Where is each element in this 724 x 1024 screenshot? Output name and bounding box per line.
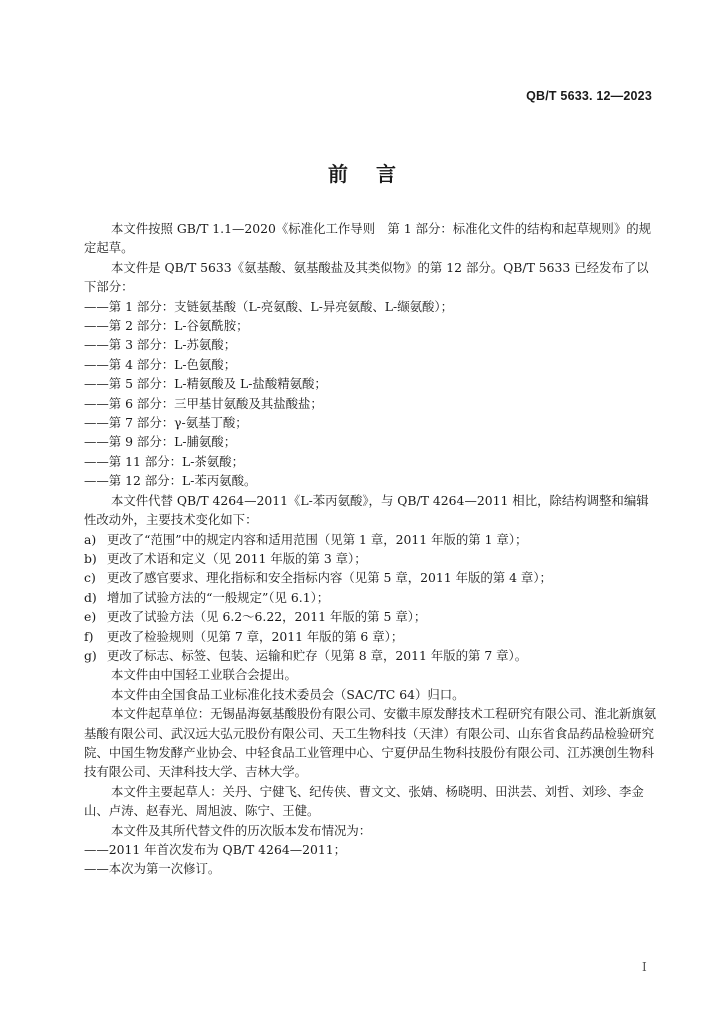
change-item (84, 588, 659, 607)
drafting-units-paragraph: 本文件起草单位：无锡晶海氨基酸股份有限公司、安徽丰原发酵技术工程研究有限公司、淮北新旗氨基酸有限公司、武汉远大弘元股份有限公司、天工生物科技（天津）有限公司、山东省食品药品检验研究院、中国生物发酵产业协会、中轻食品工业管理中心、宁夏伊品生物科技股份有限公司、江苏澳创生物科技有限公司、天津科技大学、吉林大学。 (84, 706, 657, 780)
foreword-body (84, 219, 659, 879)
standard-number: QB/T 5633. 12—2023 (526, 89, 652, 103)
history-intro-paragraph: 本文件及其所代替文件的历次版本发布情况为： (111, 822, 372, 838)
change-item-letter: e) (84, 609, 97, 625)
history-list-item: ——2011 年首次发布为 QB/T 4264—2011； (84, 842, 347, 857)
page-title: 前言 (328, 162, 424, 186)
intro-paragraph-1: 本文件按照 GB/T 1.1—2020《标准化工作导则 第 1 部分：标准化文件的结构和起草规则》的规定起草。 (84, 221, 651, 256)
part-list-item: ——第 4 部分：L-色氨酸； (84, 356, 237, 372)
part-list-item: ——第 9 部分：L-脯氨酸； (84, 434, 237, 450)
part-list-item: ——第 5 部分：L-精氨酸及 L-盐酸精氨酸； (84, 376, 327, 392)
change-item (84, 549, 659, 568)
part-list-item: ——第 7 部分：γ-氨基丁酸； (84, 415, 248, 431)
part-list-item: ——第 1 部分：支链氨基酸（L-亮氨酸、L-异亮氨酸、L-缬氨酸）； (84, 298, 453, 314)
proposed-by-paragraph: 本文件由中国轻工业联合会提出。 (111, 667, 297, 683)
change-item-letter: b) (84, 550, 97, 566)
replace-paragraph: 本文件代替 QB/T 4264—2011《L-苯丙氨酸》，与 QB/T 4264—2011 相比，除结构调整和编辑性改动外，主要技术变化如下： (84, 492, 649, 528)
part-list-item: ——第 3 部分：L-苏氨酸； (84, 337, 237, 353)
change-item-letter: g) (84, 647, 97, 663)
change-item-text: 更改了标志、标签、包装、运输和贮存（见第 8 章，2011 年版的第 7 章）。 (107, 647, 528, 663)
change-item-letter: f) (84, 628, 94, 644)
change-item (84, 607, 659, 626)
change-item (84, 530, 659, 549)
change-item-text: 更改了“范围”中的规定内容和适用范围（见第 1 章，2011 年版的第 1 章）； (107, 531, 528, 547)
change-item-text: 更改了试验方法（见 6.2～6.22，2011 年版的第 5 章）； (107, 609, 427, 625)
page-number: I (642, 960, 647, 974)
change-item-letter: c) (84, 570, 96, 586)
part-list-item: ——第 6 部分：三甲基甘氨酸及其盐酸盐； (84, 395, 323, 411)
change-item (84, 627, 659, 646)
change-item-text: 更改了术语和定义（见 2011 年版的第 3 章）； (107, 550, 367, 566)
drafters-paragraph: 本文件主要起草人：关丹、宁健飞、纪传侠、曹文文、张婧、杨晓明、田洪芸、刘哲、刘珍、李金山、卢涛、赵春光、周旭波、陈宁、王健。 (84, 783, 644, 819)
part-list-item: ——第 11 部分：L-茶氨酸； (84, 453, 244, 469)
history-list-item: ——本次为第一次修订。 (84, 861, 221, 877)
part-list-item: ——第 12 部分：L-苯丙氨酸。 (84, 473, 257, 489)
change-item-text: 更改了检验规则（见第 7 章，2011 年版的第 6 章）； (107, 628, 404, 644)
change-item-letter: d) (84, 589, 97, 605)
change-item-text: 更改了感官要求、理化指标和安全指标内容（见第 5 章，2011 年版的第 4 章）； (107, 570, 552, 586)
change-item (84, 568, 659, 587)
change-item-letter: a) (84, 531, 97, 547)
centralized-by-paragraph: 本文件由全国食品工业标准化技术委员会（SAC/TC 64）归口。 (111, 686, 465, 702)
intro-paragraph-2: 本文件是 QB/T 5633《氨基酸、氨基酸盐及其类似物》的第 12 部分。QB/T 5633 已经发布了以下部分： (84, 259, 649, 295)
change-item (84, 646, 659, 665)
part-list-item: ——第 2 部分：L-谷氨酰胺； (84, 318, 249, 334)
change-item-text: 增加了试验方法的“一般规定”（见 6.1）； (107, 589, 330, 605)
